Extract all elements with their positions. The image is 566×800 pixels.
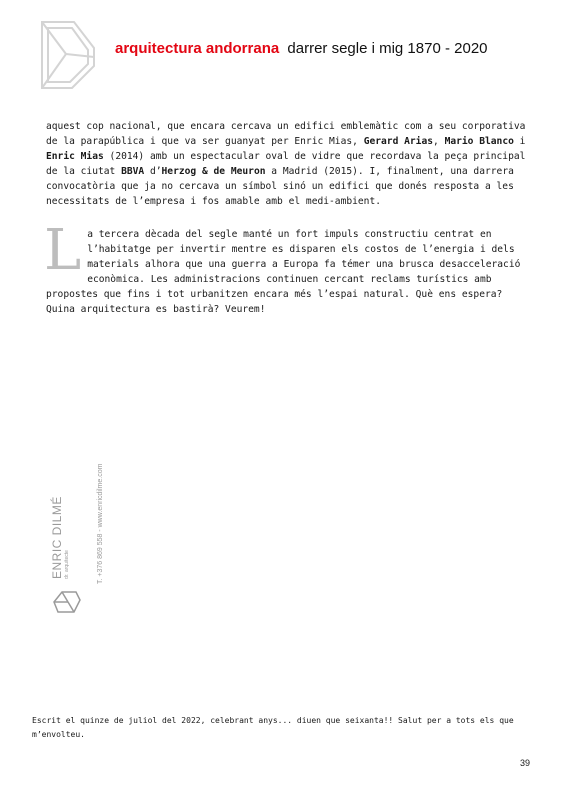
business-card: [44, 435, 124, 620]
paragraph-2-text: a tercera dècada del segle manté un fort impuls constructiu centrat en l’habitatge per invertir mentre es disparen els costos de l’energia i dels materials alhora que una guerra a Europa fa témer una brusca desacceleració econòmica. Les administracions continuen cercant reclams turístics amb propostes que fins i tot urbanitzen encara més l’espai natural. Què ens espera? Quina arquitectura es bastirà? Veurem!: [46, 229, 521, 315]
card-role: dr. arquitecte: [64, 550, 70, 579]
text-run: aquest cop nacional, que encara cercava un edifici emblemàtic com a seu corporativa de la parapública i que va ser guanyat per Enric Mias,: [46, 121, 526, 147]
header-subtitle: darrer segle i mig 1870 - 2020: [287, 40, 488, 57]
card-contact: T. +376 869 558 - www.enricdilme.com: [97, 463, 104, 584]
footer-note: Escrit el quinze de juliol del 2022, celebrant anys... diuen que seixanta!! Salut per a tots els que m’envolteu.: [32, 716, 514, 739]
name-bbva: BBVA: [121, 166, 145, 177]
paragraph-2: [44, 218, 532, 317]
card-name: ENRIC DILMÉ: [50, 496, 64, 579]
name-enric-mias: Enric Mias: [46, 151, 104, 162]
name-mario-blanco: Mario Blanco: [444, 136, 514, 147]
name-gerard-arias: Gerard Arias: [363, 136, 433, 147]
card-logo-icon: [52, 588, 82, 616]
name-herzog-de-meuron: Herzog & de Meuron: [161, 166, 266, 177]
page-number: 39: [519, 758, 530, 768]
drop-cap: L: [44, 218, 82, 283]
text-run: d’: [144, 166, 162, 177]
page-header: [115, 40, 545, 57]
text-run: (2014) amb un espectacular oval de vidre que recordava la peça principal de la ciutat: [46, 151, 526, 177]
paragraph-1: [46, 119, 532, 209]
text-run: i: [513, 136, 526, 147]
text-run: ,: [433, 136, 445, 147]
text-run: a Madrid (2015). I, finalment, una darrera convocatòria que ja no cercava un símbol sinó un edifici que donés resposta a les necessitats de l’empresa i fos amable amb el medi-ambient.: [46, 166, 514, 207]
header-brand: arquitectura andorrana: [115, 40, 280, 57]
logo-icon: [36, 18, 98, 92]
